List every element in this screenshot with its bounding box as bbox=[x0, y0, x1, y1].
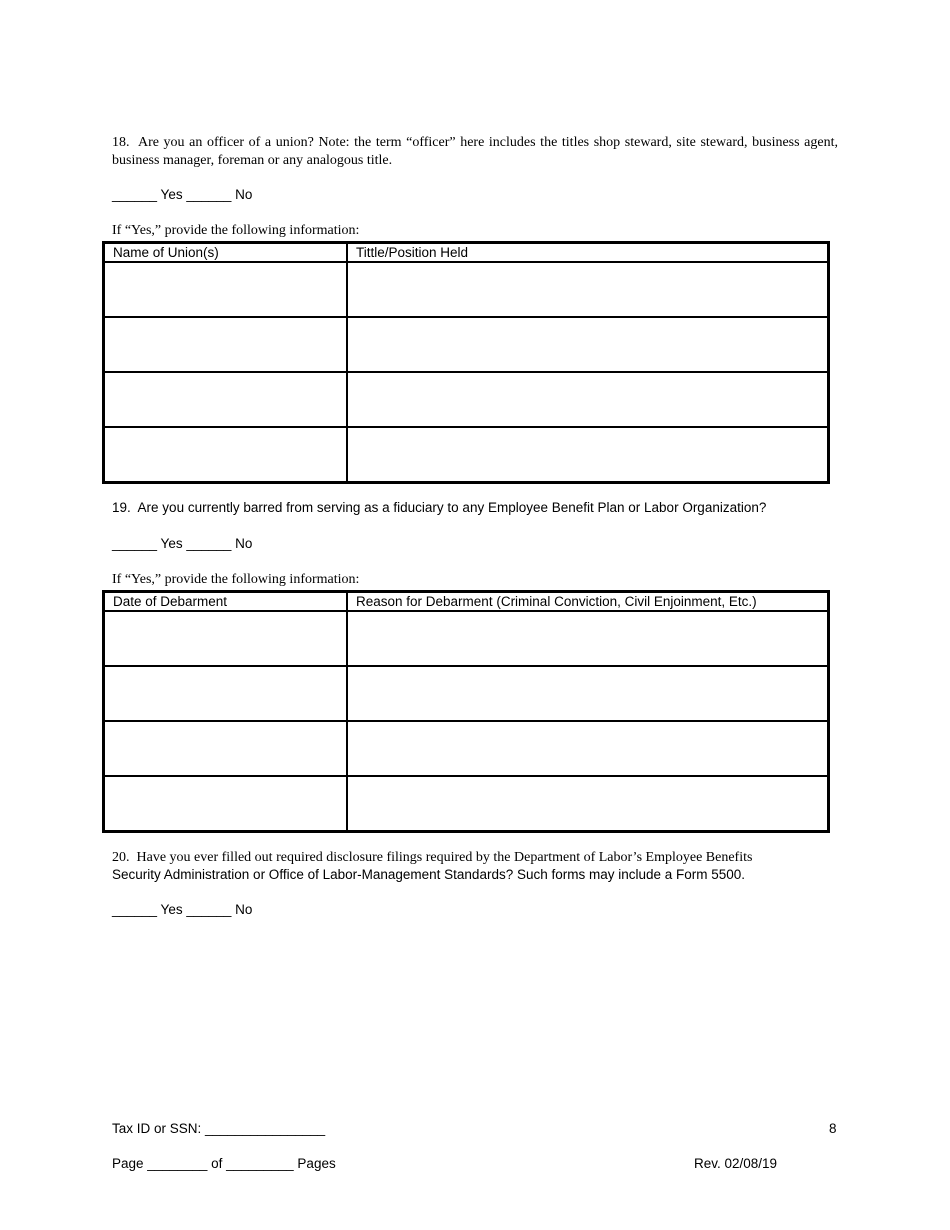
question-18-if-yes: If “Yes,” provide the following information: bbox=[112, 223, 360, 238]
debarment-table bbox=[102, 590, 830, 833]
position-held-cell[interactable] bbox=[347, 427, 828, 482]
revision-date: Rev. 02/08/19 bbox=[694, 1156, 778, 1171]
debarment-date-cell[interactable] bbox=[104, 611, 347, 666]
question-19 bbox=[112, 500, 766, 515]
union-name-cell[interactable] bbox=[104, 372, 347, 427]
debarment-reason-cell[interactable] bbox=[347, 666, 828, 721]
table-header-row bbox=[104, 592, 828, 611]
question-18-yes-no[interactable]: ______ Yes ______ No bbox=[112, 187, 253, 202]
table-row bbox=[104, 666, 828, 721]
table-row bbox=[104, 262, 828, 317]
question-19-number: 19. bbox=[112, 500, 131, 515]
question-18-number: 18. bbox=[112, 135, 130, 150]
position-held-cell[interactable] bbox=[347, 317, 828, 372]
union-officer-table bbox=[102, 241, 830, 484]
page-number: 8 bbox=[829, 1121, 837, 1136]
column-header-union-name: Name of Union(s) bbox=[104, 243, 347, 262]
column-header-position-held: Tittle/Position Held bbox=[347, 243, 828, 262]
question-18 bbox=[112, 134, 838, 170]
union-name-cell[interactable] bbox=[104, 262, 347, 317]
table-row bbox=[104, 372, 828, 427]
debarment-date-cell[interactable] bbox=[104, 666, 347, 721]
question-19-yes-no[interactable]: ______ Yes ______ No bbox=[112, 536, 253, 551]
tax-id-field[interactable]: Tax ID or SSN: ________________ bbox=[112, 1121, 326, 1136]
question-18-text: Are you an officer of a union? Note: the term “officer” here includes the titles shop steward, site steward, business agent, business manager, foreman or any analogous title. bbox=[112, 135, 838, 168]
table-row bbox=[104, 317, 828, 372]
position-held-cell[interactable] bbox=[347, 372, 828, 427]
question-20-yes-no[interactable]: ______ Yes ______ No bbox=[112, 902, 253, 917]
union-name-cell[interactable] bbox=[104, 427, 347, 482]
table-header-row bbox=[104, 243, 828, 262]
question-19-if-yes: If “Yes,” provide the following information: bbox=[112, 572, 360, 587]
question-19-text: Are you currently barred from serving as a fiduciary to any Employee Benefit Plan or Labor Organization? bbox=[137, 500, 767, 515]
column-header-debarment-reason: Reason for Debarment (Criminal Conviction, Civil Enjoinment, Etc.) bbox=[347, 592, 828, 611]
debarment-reason-cell[interactable] bbox=[347, 721, 828, 776]
table-row bbox=[104, 721, 828, 776]
question-20 bbox=[112, 849, 838, 867]
question-20-number: 20. bbox=[112, 850, 130, 865]
debarment-reason-cell[interactable] bbox=[347, 611, 828, 666]
table-row bbox=[104, 776, 828, 831]
debarment-reason-cell[interactable] bbox=[347, 776, 828, 831]
question-20-text-line1: Have you ever filled out required disclosure filings required by the Department of Labor’s Employee Benefits bbox=[136, 850, 753, 865]
table-row bbox=[104, 611, 828, 666]
debarment-date-cell[interactable] bbox=[104, 776, 347, 831]
question-20-text-line2: Security Administration or Office of Labor-Management Standards? Such forms may include a Form 5500. bbox=[112, 867, 746, 882]
position-held-cell[interactable] bbox=[347, 262, 828, 317]
column-header-debarment-date: Date of Debarment bbox=[104, 592, 347, 611]
debarment-date-cell[interactable] bbox=[104, 721, 347, 776]
table-row bbox=[104, 427, 828, 482]
union-name-cell[interactable] bbox=[104, 317, 347, 372]
page-of-pages-field[interactable]: Page ________ of _________ Pages bbox=[112, 1156, 336, 1171]
